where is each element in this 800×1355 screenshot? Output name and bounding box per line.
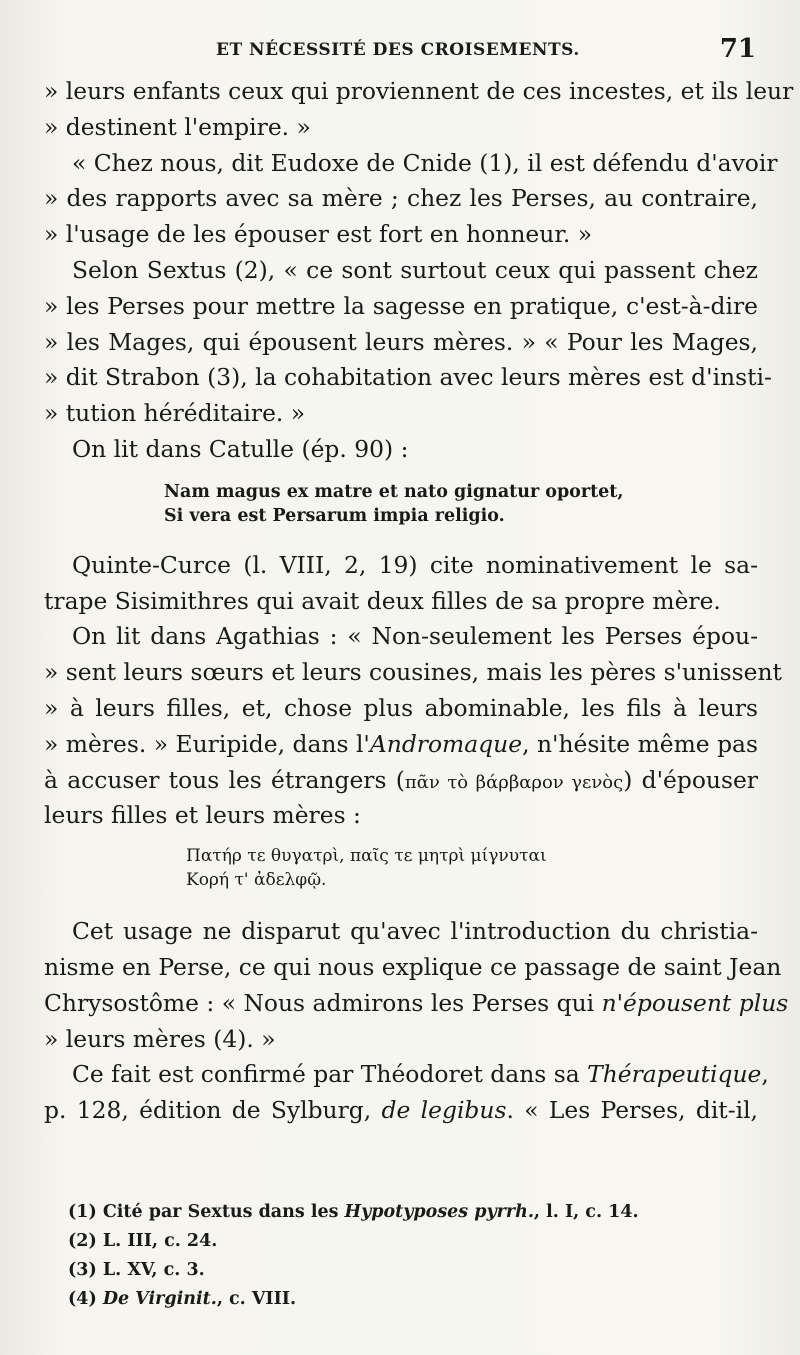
paragraph-4: On lit dans Catulle (ép. 90) : bbox=[72, 434, 409, 463]
text-line: « Chez nous, dit Eudoxe de Cnide (1), il est défendu d'avoir bbox=[72, 148, 778, 177]
work-title: Thérapeutique bbox=[587, 1060, 762, 1089]
verse-line: Nam magus ex matre et nato gignatur oportet, bbox=[164, 481, 624, 502]
paragraph-2 bbox=[44, 146, 778, 253]
footnote bbox=[68, 1198, 758, 1227]
footnote bbox=[68, 1285, 758, 1314]
text-line: trape Sisimithres qui avait deux filles de sa propre mère. bbox=[44, 586, 721, 615]
latin-verse-quote bbox=[44, 480, 758, 528]
text-run: à accuser tous les étrangers ( bbox=[44, 765, 405, 794]
text-line: » leurs enfants ceux qui proviennent de ces incestes, et ils leur bbox=[44, 77, 794, 105]
text-run: Ce fait est confirmé par Théodoret dans sa bbox=[72, 1060, 588, 1089]
footnote-number: (2) bbox=[68, 1231, 97, 1251]
text-run: ) d'épouser bbox=[623, 765, 758, 794]
text-line bbox=[44, 727, 758, 763]
footnote-text: , c. VIII. bbox=[216, 1289, 297, 1309]
footnote-emphasis: De Virginit. bbox=[102, 1289, 217, 1309]
paragraph-8 bbox=[44, 1057, 769, 1129]
text-line: » des rapports avec sa mère ; chez les Perses, au contraire, bbox=[44, 184, 758, 213]
verse-line: Πατήρ τε θυγατρὶ, παῖς τε μητρὶ μίγνυται bbox=[186, 846, 547, 867]
text-line bbox=[44, 763, 758, 799]
text-line: » à leurs filles, et, chose plus abominable, les fils à leurs bbox=[44, 693, 758, 722]
text-run: , bbox=[761, 1060, 769, 1089]
footnote-text: L. XV, c. 3. bbox=[102, 1260, 205, 1280]
emphasis: de legibus bbox=[381, 1096, 507, 1125]
footnote bbox=[68, 1256, 758, 1285]
greek-phrase: πᾶν τὸ βάρβαρον γενὸς bbox=[404, 771, 624, 793]
text-line: On lit dans Agathias : « Non-seulement les Perses épou- bbox=[72, 622, 758, 651]
text-line: nisme en Perse, ce qui nous explique ce passage de saint Jean bbox=[44, 952, 782, 981]
paragraph-1 bbox=[44, 74, 794, 146]
text-line: » sent leurs sœurs et leurs cousines, mais les pères s'unissent bbox=[44, 658, 782, 687]
footnote-emphasis: Hypotyposes pyrrh. bbox=[344, 1202, 534, 1222]
page-number: 71 bbox=[719, 34, 756, 64]
text-line: » tution héréditaire. » bbox=[44, 399, 306, 428]
emphasis: n'épousent plus bbox=[601, 988, 789, 1017]
paragraph-6 bbox=[44, 619, 782, 834]
text-run: , n'hésite même pas bbox=[522, 729, 758, 758]
verse-line: Si vera est Persarum impia religio. bbox=[164, 505, 505, 526]
text-line: » leurs mères (4). » bbox=[44, 1024, 276, 1053]
text-run: p. 128, édition de Sylburg, bbox=[44, 1096, 382, 1125]
page-header bbox=[44, 34, 764, 64]
footnote bbox=[68, 1227, 758, 1256]
footnote-text: Cité par Sextus dans les bbox=[102, 1202, 345, 1222]
verse-line: Κορή τ' ἀδελφῷ. bbox=[186, 870, 327, 891]
text-line: Selon Sextus (2), « ce sont surtout ceux qui passent chez bbox=[72, 255, 758, 284]
paragraph-3 bbox=[44, 253, 772, 432]
text-line: Quinte-Curce (l. VIII, 2, 19) cite nominativement le sa- bbox=[72, 550, 758, 579]
footnote-text: L. III, c. 24. bbox=[102, 1231, 218, 1251]
greek-verse-quote bbox=[44, 844, 758, 892]
text-run: . « Les Perses, dit-il, bbox=[506, 1096, 758, 1125]
text-line bbox=[44, 986, 789, 1022]
paragraph-7 bbox=[44, 914, 789, 1057]
text-line bbox=[44, 1057, 769, 1093]
text-run: Chrysostôme : « Nous admirons les Perses qui bbox=[44, 988, 602, 1017]
footnote-number: (4) bbox=[68, 1289, 97, 1309]
text-line: » dit Strabon (3), la cohabitation avec leurs mères est d'insti- bbox=[44, 363, 772, 392]
text-line bbox=[44, 1093, 758, 1129]
text-line: » destinent l'empire. » bbox=[44, 112, 311, 141]
paragraph-5 bbox=[44, 548, 758, 620]
running-head: ET NÉCESSITÉ DES CROISEMENTS. bbox=[216, 40, 580, 60]
text-line: » les Perses pour mettre la sagesse en pratique, c'est-à-dire bbox=[44, 291, 758, 320]
footnote-number: (1) bbox=[68, 1202, 97, 1222]
text-line: Cet usage ne disparut qu'avec l'introduction du christia- bbox=[72, 917, 758, 946]
page-body bbox=[44, 74, 794, 1129]
text-line: leurs filles et leurs mères : bbox=[44, 801, 361, 830]
text-run: » mères. » Euripide, dans l' bbox=[44, 729, 370, 758]
footnote-text: , l. I, c. 14. bbox=[533, 1202, 639, 1222]
text-line: » l'usage de les épouser est fort en honneur. » bbox=[44, 220, 593, 249]
footnotes bbox=[68, 1198, 758, 1314]
text-line: » les Mages, qui épousent leurs mères. » « Pour les Mages, bbox=[44, 327, 758, 356]
work-title: Andromaque bbox=[369, 729, 523, 758]
footnote-number: (3) bbox=[68, 1260, 97, 1280]
